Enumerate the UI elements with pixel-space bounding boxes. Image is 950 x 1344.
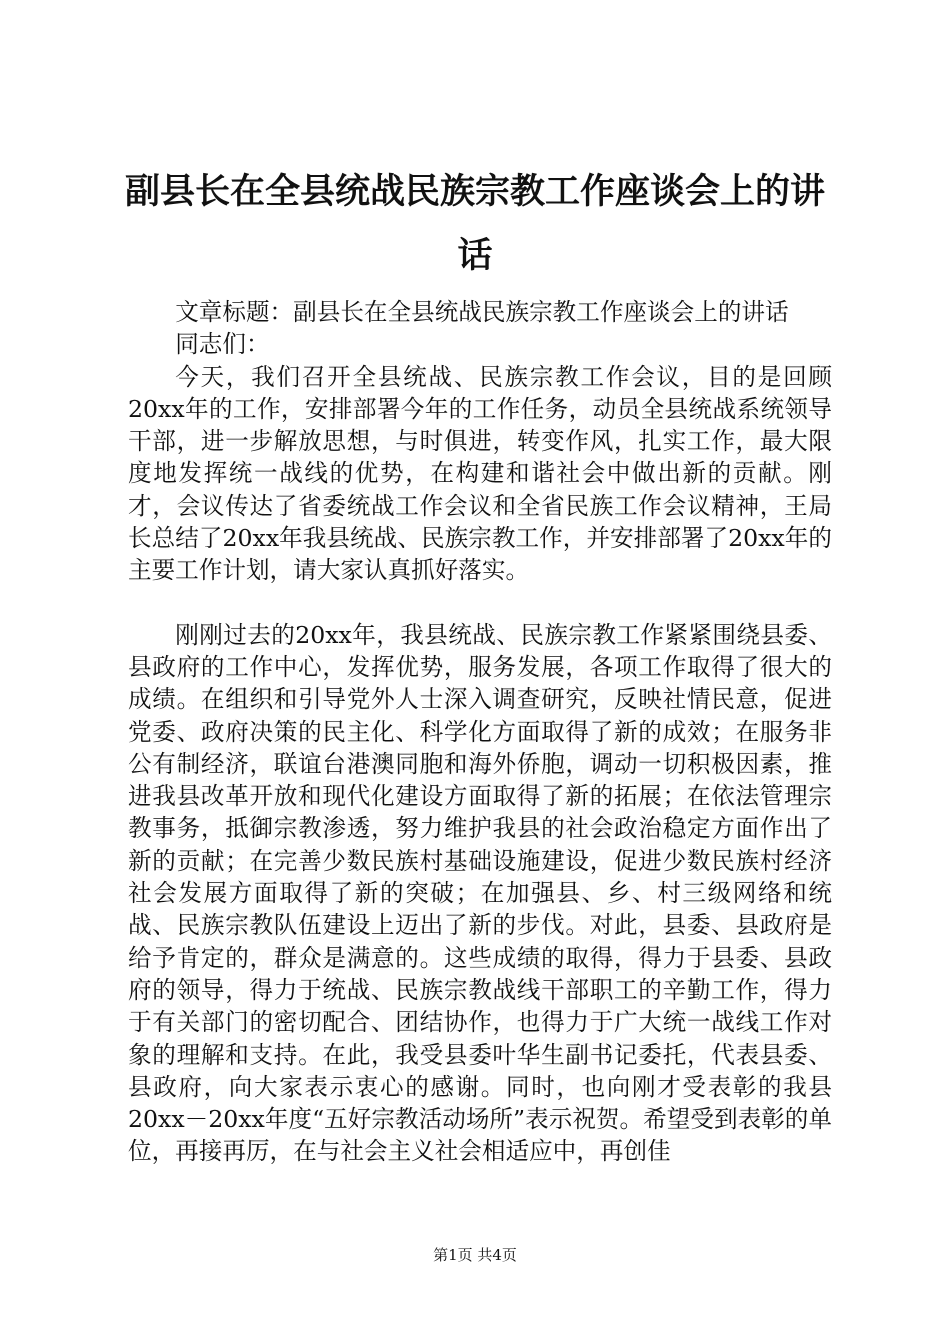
document-body — [128, 296, 832, 1168]
salutation: 同志们： — [175, 330, 270, 359]
paragraph: 刚刚过去的20xx年，我县统战、民族宗教工作紧紧围绕县委、县政府的工作中心，发挥优势，服务发展，各项工作取得了很大的成绩。在组织和引导党外人士深入调查研究，反映社情民意，促进党委、政府决策的民主化、科学化方面取得了新的成效；在服务非公有制经济，联谊台港澳同胞和海外侨胞，调动一切积极因素，推进我县改革开放和现代化建设方面取得了新的拓展；在依法管理宗教事务，抵御宗教渗透，努力维护我县的社会政治稳定方面作出了新的贡献；在完善少数民族村基础设施建设，促进少数民族村经济社会发展方面取得了新的突破；在加强县、乡、村三级网络和统战、民族宗教队伍建设上迈出了新的步伐。对此，县委、县政府是给予肯定的，群众是满意的。这些成绩的取得，得力于县委、县政府的领导，得力于统战、民族宗教战线干部职工的辛勤工作，得力于有关部门的密切配合、团结协作，也得力于广大统一战线工作对象的理解和支持。在此，我受县委叶华生副书记委托，代表县委、县政府，向大家表示衷心的感谢。同时，也向刚才受表彰的我县20xx－20xx年度“五好宗教活动场所”表示祝贺。希望受到表彰的单位，再接再厉，在与社会主义社会相适应中，再创佳 — [128, 620, 832, 1166]
article-title-line: 文章标题：副县长在全县统战民族宗教工作座谈会上的讲话 — [175, 298, 789, 326]
paragraph: 今天，我们召开全县统战、民族宗教工作会议，目的是回顾20xx年的工作，安排部署今年的工作任务，动员全县统战系统领导干部，进一步解放思想，与时俱进，转变作风，扎实工作，最大限度地发挥统一战线的优势，在构建和谐社会中做出新的贡献。刚才，会议传达了省委统战工作会议和全省民族工作会议精神，王局长总结了20xx年我县统战、民族宗教工作，并安排部署了20xx年的主要工作计划，请大家认真抓好落实。 — [128, 362, 832, 585]
page-footer: 第1页 共4页 — [433, 1246, 517, 1264]
document-title: 副县长在全县统战民族宗教工作座谈会上的讲话 — [124, 171, 825, 276]
